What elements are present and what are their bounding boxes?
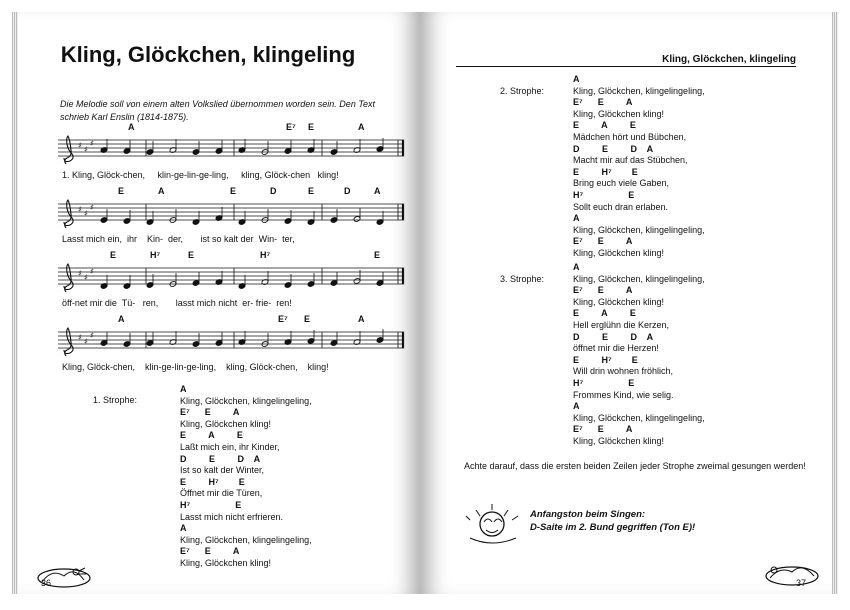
verse-3-chord-line: E⁷ E A bbox=[573, 424, 633, 435]
song-title: Kling, Glöckchen, klingeling bbox=[60, 42, 356, 67]
verse-3-lyric-line: Hell erglühn die Kerzen, bbox=[573, 319, 670, 330]
staff-chord: D bbox=[270, 186, 277, 196]
page-number-right: 37 bbox=[796, 578, 807, 588]
staff-lines bbox=[58, 262, 410, 298]
staff-chord: E bbox=[118, 186, 125, 196]
verse-1-lyric-line: Kling, Glöckchen kling! bbox=[180, 557, 272, 568]
verse-3-lyric-line: Frommes Kind, wie selig. bbox=[573, 389, 674, 400]
verse-1-chord-line: A bbox=[180, 384, 187, 394]
verse-3-lyric-line: Kling, Glöckchen, klingelingeling, bbox=[573, 273, 705, 284]
svg-text:♯: ♯ bbox=[90, 139, 94, 148]
verse-1-lyric-line: Kling, Glöckchen, klingelingeling, bbox=[180, 395, 312, 406]
left-page bbox=[18, 12, 420, 594]
verse-1-chord-line: E A E bbox=[180, 430, 243, 441]
staff-chord: E bbox=[304, 314, 311, 324]
staff-lines bbox=[58, 326, 410, 362]
staff-chord: A bbox=[374, 186, 381, 196]
staff-lyrics: Kling, Glöck-chen, klin-ge-lin-ge-ling, kling, Glöck-chen, kling! bbox=[62, 362, 329, 372]
verse-1-label: 1. Strophe: bbox=[93, 395, 138, 405]
verse-1-chord-line: E H⁷ E bbox=[180, 476, 245, 487]
svg-text:♯: ♯ bbox=[78, 205, 82, 214]
verse-2-chord-line: A bbox=[573, 74, 580, 84]
verse-3-chord-line: H⁷ E bbox=[573, 377, 635, 388]
right-page-edge bbox=[832, 12, 838, 594]
staff-chord: E bbox=[374, 250, 381, 260]
staff-chord: A bbox=[118, 314, 125, 324]
verse-3-chord-line: E⁷ E A bbox=[573, 285, 633, 296]
verse-2-lyric-line: Macht mir auf das Stübchen, bbox=[573, 155, 688, 166]
verse-3-chord-line: A bbox=[573, 262, 580, 272]
staff-chord: E⁷ bbox=[278, 314, 288, 324]
verse-2-lyric-line: Bring euch viele Gaben, bbox=[573, 178, 670, 189]
verse-2-lyric-line: Kling, Glöckchen kling! bbox=[573, 108, 665, 119]
right-page bbox=[420, 12, 832, 594]
staff-chord: E bbox=[188, 250, 195, 260]
svg-text:♯: ♯ bbox=[84, 209, 88, 218]
verse-1-chord-line: H⁷ E bbox=[180, 499, 242, 510]
verse-3-label: 3. Strophe: bbox=[500, 274, 545, 284]
starting-tone-title: Anfangston beim Singen: bbox=[530, 509, 646, 520]
svg-text:♯: ♯ bbox=[78, 141, 82, 150]
music-staff-2 bbox=[58, 186, 410, 256]
verse-2-chord-line: E⁷ E A bbox=[573, 97, 633, 108]
verse-2-label: 2. Strophe: bbox=[500, 86, 545, 96]
music-staff-3 bbox=[58, 250, 410, 320]
staff-chord: E bbox=[308, 122, 315, 132]
page-number-left: 36 bbox=[41, 578, 52, 588]
verse-3-lyric-line: Kling, Glöckchen, klingelingeling, bbox=[573, 412, 705, 423]
verse-2-text bbox=[573, 74, 705, 260]
verse-2-lyric-line: Kling, Glöckchen, klingelingeling, bbox=[573, 224, 705, 235]
svg-text:♯: ♯ bbox=[90, 331, 94, 340]
staff-chord: E bbox=[308, 186, 315, 196]
svg-text:♯: ♯ bbox=[78, 333, 82, 342]
verse-1-text bbox=[180, 384, 312, 570]
verse-3-lyric-line: Kling, Glöckchen kling! bbox=[573, 296, 665, 307]
staff-chord: A bbox=[358, 314, 365, 324]
verse-2-chord-line: E⁷ E A bbox=[573, 236, 633, 247]
svg-text:♯: ♯ bbox=[78, 269, 82, 278]
verse-3-chord-line: D E D A bbox=[573, 331, 654, 342]
verse-2-lyric-line: Kling, Glöckchen, klingelingeling, bbox=[573, 85, 705, 96]
intro-text: Die Melodie soll von einem alten Volkslied übernommen worden sein. Den Text schrieb Karl Enslin (1814-1875). bbox=[60, 99, 375, 122]
staff-chord: E bbox=[230, 186, 237, 196]
verse-2-lyric-line: Sollt euch dran erlaben. bbox=[573, 201, 669, 212]
staff-chord: D bbox=[344, 186, 351, 196]
staff-chord: A bbox=[128, 122, 135, 132]
verse-1-lyric-line: Ist so kalt der Winter, bbox=[180, 465, 265, 476]
staff-lyrics: Lasst mich ein, ihr Kin- der, ist so kalt der Win- ter, bbox=[62, 234, 295, 244]
repeat-note: Achte darauf, dass die ersten beiden Zeilen jeder Strophe zweimal gesungen werden! bbox=[464, 461, 806, 471]
verse-3-lyric-line: Kling, Glöckchen kling! bbox=[573, 435, 665, 446]
svg-text:♯: ♯ bbox=[90, 203, 94, 212]
verse-1-lyric-line: Lasst mich nicht erfrieren. bbox=[180, 511, 284, 522]
verse-3-lyric-line: öffnet mir die Herzen! bbox=[573, 343, 659, 354]
verse-2-lyric-line: Kling, Glöckchen kling! bbox=[573, 247, 665, 258]
staff-lyrics: öff-net mir die Tü- ren, lasst mich nicht er- frie- ren! bbox=[62, 298, 292, 308]
verse-1-chord-line: D E D A bbox=[180, 453, 261, 464]
music-staff-4 bbox=[58, 314, 410, 384]
verse-3-text bbox=[573, 262, 705, 448]
verse-2-chord-line: E A E bbox=[573, 120, 636, 131]
verse-1-lyric-line: Kling, Glöckchen, klingelingeling, bbox=[180, 534, 312, 545]
verse-1-chord-line: A bbox=[180, 523, 187, 534]
verse-2-chord-line: E H⁷ E bbox=[573, 166, 638, 177]
verse-3-chord-line: A bbox=[573, 401, 580, 412]
verse-1-lyric-line: Kling, Glöckchen kling! bbox=[180, 418, 272, 429]
running-header: Kling, Glöckchen, klingeling bbox=[456, 54, 796, 67]
verse-1-lyric-line: Laßt mich ein, ihr Kinder, bbox=[180, 441, 280, 452]
verse-1-lyric-line: Öffnet mir die Türen, bbox=[180, 488, 263, 499]
staff-lyrics: 1. Kling, Glöck-chen, klin-ge-lin-ge-ling, kling, Glöck-chen kling! bbox=[62, 170, 339, 180]
verse-3-lyric-line: Will drin wohnen fröhlich, bbox=[573, 366, 674, 377]
verse-1-chord-line: E⁷ E A bbox=[180, 546, 240, 557]
verse-1-chord-line: E⁷ E A bbox=[180, 407, 240, 418]
verse-2-chord-line: H⁷ E bbox=[573, 189, 635, 200]
verse-2-chord-line: A bbox=[573, 213, 580, 224]
staff-chord: E⁷ bbox=[286, 122, 296, 132]
verse-3-chord-line: E A E bbox=[573, 308, 636, 319]
svg-text:♯: ♯ bbox=[84, 273, 88, 282]
staff-chord: A bbox=[358, 122, 365, 132]
staff-chord: H⁷ bbox=[150, 250, 161, 260]
singing-mouse-icon bbox=[464, 502, 522, 548]
staff-chord: H⁷ bbox=[260, 250, 271, 260]
music-staff-1 bbox=[58, 122, 410, 192]
svg-text:♯: ♯ bbox=[84, 145, 88, 154]
svg-text:♯: ♯ bbox=[84, 337, 88, 346]
verse-3-chord-line: E H⁷ E bbox=[573, 354, 638, 365]
verse-2-chord-line: D E D A bbox=[573, 143, 654, 154]
staff-lines bbox=[58, 198, 410, 234]
starting-tone-instruction: D-Saite im 2. Bund gegriffen (Ton E)! bbox=[530, 522, 696, 533]
staff-chord: E bbox=[110, 250, 117, 260]
mouse-illustration-right bbox=[760, 560, 822, 590]
verse-2-lyric-line: Mädchen hört und Bübchen, bbox=[573, 131, 687, 142]
staff-lines bbox=[58, 134, 410, 170]
staff-chord: A bbox=[158, 186, 165, 196]
svg-text:♯: ♯ bbox=[90, 267, 94, 276]
